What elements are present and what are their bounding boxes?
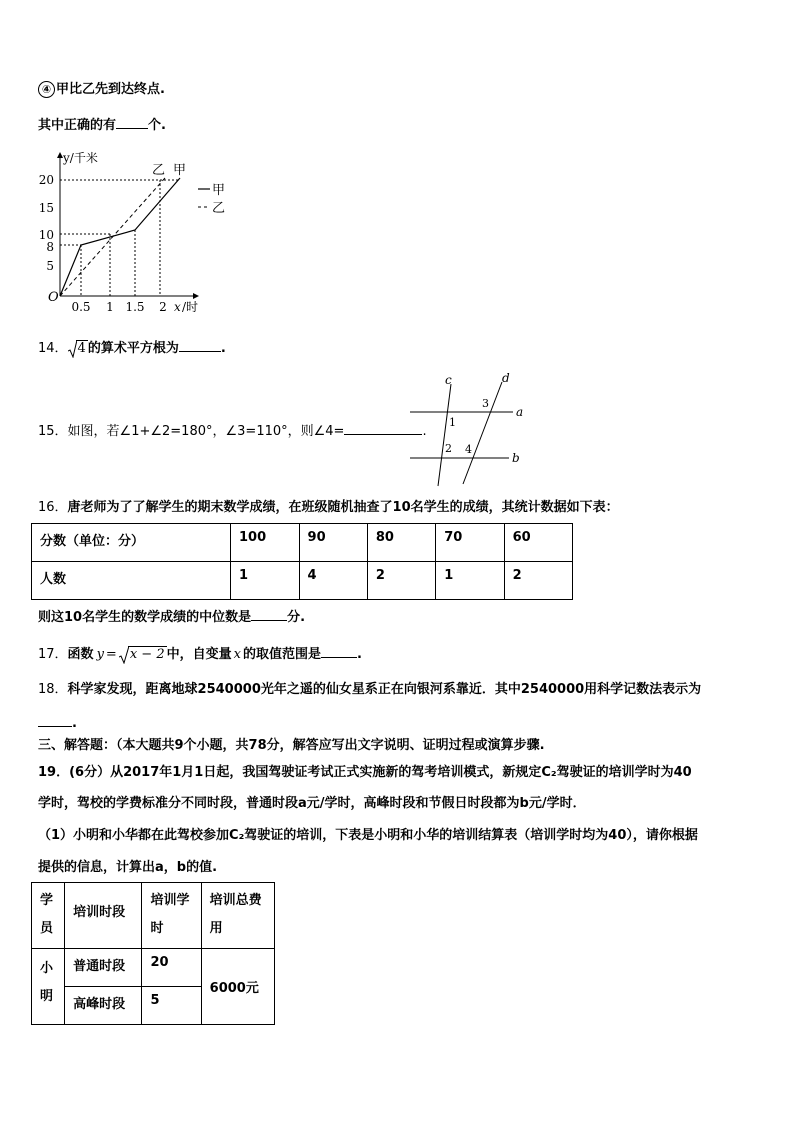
q19-sub1-line-1: （1）小明和小华都在此驾校参加C₂驾驶证的培训，下表是小明和小华的培训结算表（培训学时均为40），请你根据 xyxy=(38,828,698,843)
y-tick-5: 5 xyxy=(46,259,54,273)
q14-answer-blank[interactable] xyxy=(179,337,221,352)
q17-formula-eq: = xyxy=(105,647,117,662)
section-3-heading: 三、解答题：（本大题共9个小题，共78分，解答应写出文字说明、证明过程或演算步骤. xyxy=(38,738,545,753)
table-row xyxy=(32,562,573,600)
x-axis-label-var: x xyxy=(174,300,181,314)
table-cell: 70 xyxy=(436,524,504,562)
q16-text: 唐老师为了了解学生的期末数学成绩，在班级随机抽查了10名学生的成绩，其统计数据如下表： xyxy=(67,500,619,515)
y-tick-20: 20 xyxy=(38,173,54,187)
table-cell: 90 xyxy=(299,524,367,562)
q13-statement-4 xyxy=(38,80,165,100)
q17-radicand: x − 2 xyxy=(129,647,165,662)
table-cell: 分数（单位：分） xyxy=(32,524,231,562)
q15-end: . xyxy=(422,424,427,439)
q13-ask xyxy=(38,114,166,136)
q14-number: 14． xyxy=(38,341,68,356)
q17-number: 17． xyxy=(38,647,68,662)
q18 xyxy=(38,680,701,700)
header-hours: 培训学 时 xyxy=(142,883,201,949)
q15-text: 如图，若∠1+∠2=180°，∠3=110°，则∠4= xyxy=(67,424,345,439)
table-cell: 20 xyxy=(142,949,201,987)
q19-line-2: 学时，驾校的学费标准分不同时段，普通时段a元/学时，高峰时段和节假日时段都为b元/学时． xyxy=(38,796,586,811)
header-fee: 培训总费 用 xyxy=(201,883,274,949)
y-tick-8: 8 xyxy=(46,240,54,254)
legend-yi-label: 乙 xyxy=(212,201,226,216)
q17-end: . xyxy=(356,647,362,662)
angle-2: 2 xyxy=(445,442,452,455)
header-period: 培训时段 xyxy=(65,883,142,949)
q18-answer xyxy=(38,712,77,734)
q14-sqrt xyxy=(68,339,88,359)
table-cell: 4 xyxy=(299,562,367,600)
q17-sqrt xyxy=(119,645,167,665)
table-cell: 2 xyxy=(504,562,572,600)
q18-end: . xyxy=(72,716,77,731)
q13-ask-prefix: 其中正确的有 xyxy=(38,118,117,133)
line-c xyxy=(438,384,451,486)
label-b: b xyxy=(512,451,520,465)
q14-text: 的算术平方根为 xyxy=(87,341,179,356)
q18-answer-blank[interactable] xyxy=(38,712,72,727)
q17-text-c: 的取值范围是 xyxy=(242,647,321,662)
cell-student-xiaoming: 小 明 xyxy=(32,949,65,1025)
table-cell: 1 xyxy=(436,562,504,600)
q15-number: 15． xyxy=(38,424,68,439)
radical-sign-icon xyxy=(119,646,129,664)
q16-answer-blank[interactable] xyxy=(251,606,287,621)
legend-jia-label: 甲 xyxy=(212,183,226,198)
x-tick-1: 1 xyxy=(106,300,114,314)
x-tick-2: 2 xyxy=(159,300,167,314)
q14-radicand: 4 xyxy=(77,341,86,356)
q13-answer-blank[interactable] xyxy=(116,114,148,129)
q16-followup xyxy=(38,606,305,628)
q15 xyxy=(38,420,427,442)
q19-line-1: 19．(6分）从2017年1月1日起，我国驾驶证考试正式实施新的驾考培训模式，新规定C₂驾驶证的培训学时为40 xyxy=(38,765,692,780)
y-axis-label: y/千米 xyxy=(63,151,98,165)
q18-number: 18． xyxy=(38,682,68,697)
angle-4: 4 xyxy=(465,443,472,456)
series-yi xyxy=(60,178,165,296)
origin-label: O xyxy=(48,290,59,305)
q13-ask-suffix: 个. xyxy=(148,118,166,133)
table-cell: 高峰时段 xyxy=(65,987,142,1025)
x-tick-0-5: 0.5 xyxy=(71,300,91,314)
q17-formula-lhs: y xyxy=(96,647,104,662)
q17-text-b: 中，自变量 xyxy=(166,647,232,662)
table-cell: 1 xyxy=(231,562,300,600)
q18-text: 科学家发现，距离地球2540000光年之遥的仙女星系正在向银河系靠近．其中2540000用科学记数法表示为 xyxy=(67,682,702,697)
label-yi-top: 乙 xyxy=(152,163,166,178)
q17-answer-blank[interactable] xyxy=(321,643,357,658)
q16-followup-prefix: 则这10名学生的数学成绩的中位数是 xyxy=(38,610,252,625)
x-tick-1-5: 1.5 xyxy=(125,300,145,314)
table-row xyxy=(32,524,573,562)
q17 xyxy=(38,643,362,665)
q19-sub1-line-2: 提供的信息，计算出a，b的值. xyxy=(38,860,218,875)
series-jia xyxy=(60,178,180,296)
cell-total-fee: 6000元 xyxy=(201,949,274,1025)
q19-training-table xyxy=(31,882,275,1025)
table-cell: 80 xyxy=(367,524,435,562)
y-tick-10: 10 xyxy=(38,228,54,242)
label-d: d xyxy=(502,371,510,385)
angle-1: 1 xyxy=(449,416,456,429)
q13-statement-4-number: ④ xyxy=(38,81,55,98)
q16 xyxy=(38,498,619,518)
table-cell: 100 xyxy=(231,524,300,562)
q17-text-a: 函数 xyxy=(67,647,94,662)
label-jia-top: 甲 xyxy=(173,163,187,178)
q16-score-table xyxy=(31,523,573,600)
q16-followup-suffix: 分. xyxy=(287,610,306,625)
table-cell: 60 xyxy=(504,524,572,562)
q13-distance-time-graph xyxy=(30,148,240,318)
q15-parallel-lines-figure xyxy=(405,370,535,488)
table-cell: 普通时段 xyxy=(65,949,142,987)
label-a: a xyxy=(516,405,524,419)
table-cell: 人数 xyxy=(32,562,231,600)
q13-statement-4-text: 甲比乙先到达终点. xyxy=(56,82,165,97)
label-c: c xyxy=(445,373,452,387)
header-student: 学 员 xyxy=(32,883,65,949)
guide-lines xyxy=(60,180,180,296)
table-cell: 5 xyxy=(142,987,201,1025)
table-row xyxy=(32,883,275,949)
angle-3: 3 xyxy=(482,397,489,410)
x-axis-label-unit: /时 xyxy=(182,300,199,314)
table-cell: 2 xyxy=(367,562,435,600)
q17-var: x xyxy=(233,647,241,662)
table-row xyxy=(32,949,275,987)
q16-number: 16． xyxy=(38,500,68,515)
radical-sign-icon xyxy=(68,340,77,358)
y-tick-15: 15 xyxy=(38,201,54,215)
q14: 14． 4 的算术平方根为 . xyxy=(38,337,226,359)
